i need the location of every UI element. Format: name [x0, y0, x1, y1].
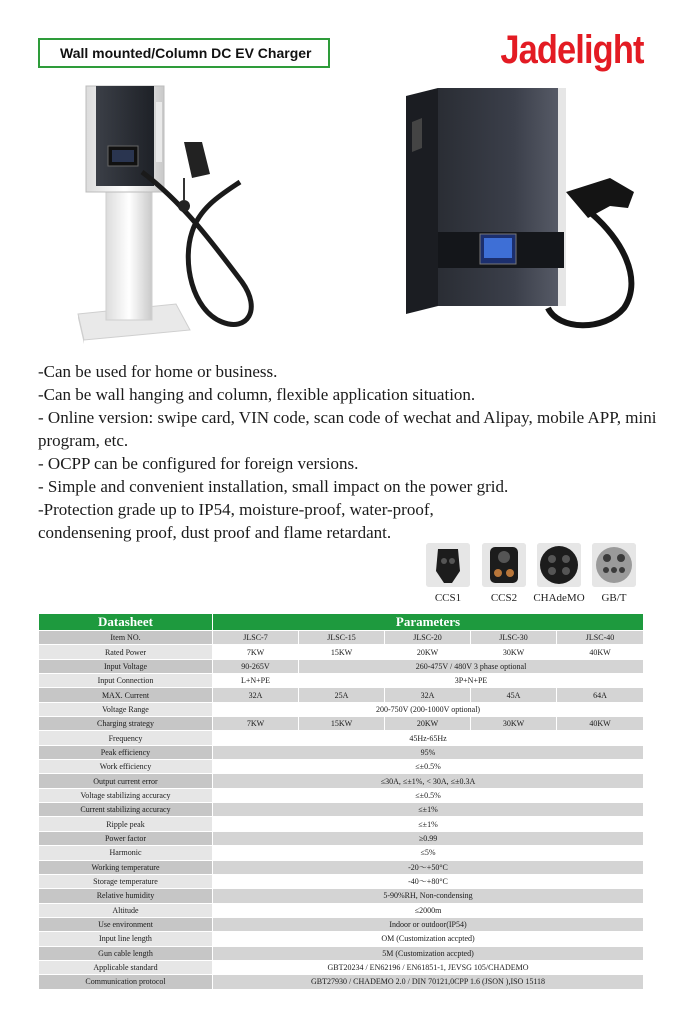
- table-row: [39, 702, 644, 716]
- table-row: [39, 717, 644, 731]
- row-value: 20KW: [385, 645, 471, 659]
- product-title: Wall mounted/Column DC EV Charger: [38, 38, 330, 68]
- datasheet-table: [38, 613, 644, 990]
- row-value: 30KW: [471, 717, 557, 731]
- row-label: Altitude: [39, 903, 213, 917]
- datasheet-body: [39, 631, 644, 990]
- table-row: [39, 745, 644, 759]
- table-row: [39, 846, 644, 860]
- row-label: Voltage stabilizing accuracy: [39, 788, 213, 802]
- row-value: 5M (Customization accpted): [213, 946, 644, 960]
- table-row: [39, 932, 644, 946]
- row-value: JLSC-7: [213, 631, 299, 645]
- row-value: ≤5%: [213, 846, 644, 860]
- table-row: [39, 903, 644, 917]
- feature-item: condensening proof, dust proof and flame retardant.: [38, 523, 392, 542]
- table-row: [39, 917, 644, 931]
- connector-types: [426, 543, 642, 605]
- row-label: Item NO.: [39, 631, 213, 645]
- row-value: ≤±0.5%: [213, 760, 644, 774]
- datasheet-column-header: Datasheet: [39, 614, 213, 631]
- connector-label: CCS1: [434, 592, 462, 604]
- table-row: [39, 960, 644, 974]
- row-value: 40KW: [557, 717, 644, 731]
- feature-item: - Online version: swipe card, VIN code, scan code of wechat and Alipay, mobile APP, mini program, etc.: [38, 408, 657, 450]
- row-label: Peak efficiency: [39, 745, 213, 759]
- row-label: Input line length: [39, 932, 213, 946]
- table-row: [39, 817, 644, 831]
- row-value: 7KW: [213, 717, 299, 731]
- row-label: Relative humidity: [39, 889, 213, 903]
- table-row: [39, 659, 644, 673]
- row-label: Storage temperature: [39, 874, 213, 888]
- table-row: [39, 688, 644, 702]
- table-row: [39, 674, 644, 688]
- row-value: JLSC-20: [385, 631, 471, 645]
- row-value: L+N+PE: [213, 674, 299, 688]
- row-value: 15KW: [299, 645, 385, 659]
- row-label: Ripple peak: [39, 817, 213, 831]
- row-label: Input Connection: [39, 674, 213, 688]
- feature-list: [38, 360, 658, 544]
- row-value: 15KW: [299, 717, 385, 731]
- connector-label: CHAdeMO: [533, 592, 585, 604]
- row-value: JLSC-40: [557, 631, 644, 645]
- datasheet-header: [39, 614, 644, 631]
- row-label: Output current error: [39, 774, 213, 788]
- connector-label: GB/T: [601, 592, 627, 604]
- row-value: JLSC-30: [471, 631, 557, 645]
- row-label: Voltage Range: [39, 702, 213, 716]
- row-value: GBT27930 / CHADEMO 2.0 / DIN 70121,0CPP 1.6 (JSON ),ISO 15118: [213, 975, 644, 989]
- row-value: -20～+50°C: [213, 860, 644, 874]
- table-row: [39, 874, 644, 888]
- row-value: 32A: [213, 688, 299, 702]
- table-row: [39, 975, 644, 989]
- row-value: 260-475V / 480V 3 phase optional: [299, 659, 644, 673]
- row-label: Working temperature: [39, 860, 213, 874]
- row-value: 45Hz-65Hz: [213, 731, 644, 745]
- chademo-plug-icon: [537, 543, 581, 587]
- row-label: Work efficiency: [39, 760, 213, 774]
- row-value: Indoor or outdoor(IP54): [213, 917, 644, 931]
- row-label: Communication protocol: [39, 975, 213, 989]
- row-value: 32A: [385, 688, 471, 702]
- table-row: [39, 645, 644, 659]
- table-row: [39, 788, 644, 802]
- gbt-plug-icon: [592, 543, 636, 587]
- column-charger-photo: [72, 82, 292, 344]
- feature-item: - Simple and convenient installation, small impact on the power grid.: [38, 477, 509, 496]
- row-value: 200-750V (200-1000V optional): [213, 702, 644, 716]
- row-value: GBT20234 / EN62196 / EN61851-1, JEVSG 105/CHADEMO: [213, 960, 644, 974]
- row-value: 40KW: [557, 645, 644, 659]
- row-value: ≤±1%: [213, 817, 644, 831]
- row-value: ≤2000m: [213, 903, 644, 917]
- row-label: MAX. Current: [39, 688, 213, 702]
- table-row: [39, 831, 644, 845]
- row-label: Power factor: [39, 831, 213, 845]
- feature-item: -Can be used for home or business.: [38, 362, 278, 381]
- parameters-column-header: Parameters: [213, 614, 644, 631]
- row-value: 30KW: [471, 645, 557, 659]
- row-value: ≤±1%: [213, 803, 644, 817]
- table-row: [39, 731, 644, 745]
- row-value: 5-90%RH, Non-condensing: [213, 889, 644, 903]
- brand-logo: Jadelight: [500, 28, 644, 72]
- feature-item: - OCPP can be configured for foreign versions.: [38, 454, 359, 473]
- table-row: [39, 774, 644, 788]
- row-label: Use environment: [39, 917, 213, 931]
- row-value: -40～+80°C: [213, 874, 644, 888]
- ccs1-plug-icon: [426, 543, 470, 587]
- row-label: Gun cable length: [39, 946, 213, 960]
- table-row: [39, 760, 644, 774]
- connector-chademo: [533, 543, 585, 604]
- connector-label: CCS2: [490, 592, 518, 604]
- table-row: [39, 803, 644, 817]
- row-value: 90-265V: [213, 659, 299, 673]
- row-value: 95%: [213, 745, 644, 759]
- row-value: 3P+N+PE: [299, 674, 644, 688]
- feature-item: -Can be wall hanging and column, flexible application situation.: [38, 385, 476, 404]
- row-value: 7KW: [213, 645, 299, 659]
- row-value: 64A: [557, 688, 644, 702]
- table-row: [39, 860, 644, 874]
- row-value: OM (Customization accpted): [213, 932, 644, 946]
- row-value: JLSC-15: [299, 631, 385, 645]
- table-row: [39, 631, 644, 645]
- row-label: Applicable standard: [39, 960, 213, 974]
- table-row: [39, 889, 644, 903]
- row-label: Input Voltage: [39, 659, 213, 673]
- connector-ccs1: [426, 543, 470, 604]
- row-value: 20KW: [385, 717, 471, 731]
- row-label: Rated Power: [39, 645, 213, 659]
- row-value: ≤±0.5%: [213, 788, 644, 802]
- ccs2-plug-icon: [482, 543, 526, 587]
- row-value: 25A: [299, 688, 385, 702]
- row-value: ≤30A, ≤±1%, < 30A, ≤±0.3A: [213, 774, 644, 788]
- feature-item: -Protection grade up to IP54, moisture-proof, water-proof,: [38, 500, 434, 519]
- row-label: Charging strategy: [39, 717, 213, 731]
- connector-ccs2: [482, 543, 526, 604]
- table-row: [39, 946, 644, 960]
- connector-gbt: [592, 543, 636, 604]
- row-label: Current stabilizing accuracy: [39, 803, 213, 817]
- wall-charger-photo: [398, 82, 648, 344]
- row-value: ≥0.99: [213, 831, 644, 845]
- row-label: Harmonic: [39, 846, 213, 860]
- row-value: 45A: [471, 688, 557, 702]
- row-label: Frequency: [39, 731, 213, 745]
